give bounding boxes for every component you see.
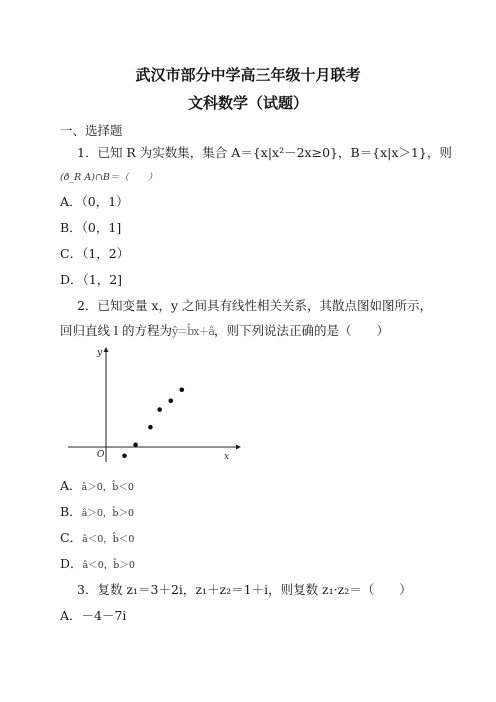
q3-option-a: A．－4－7i <box>60 608 127 623</box>
q2-option-b-letter: B． <box>60 504 82 519</box>
q2-option-d-expr: â＜0，b̂＞0 <box>82 560 135 571</box>
scatter-point-6 <box>180 388 185 393</box>
q2-stem-suffix: ，则下列说法正确的是（ ） <box>213 323 389 338</box>
origin-label: O <box>97 450 105 460</box>
q2-option-a-letter: A． <box>60 478 82 493</box>
q1-stem: 1．已知 R 为实数集，集合 A＝{x|x²－2x≥0}，B＝{x|x＞1}，则 <box>77 145 452 160</box>
q2-option-c-expr: â＜0，b̂＜0 <box>82 534 135 545</box>
q1-option-d: D．（1，2] <box>60 272 123 287</box>
q2-option-b <box>60 504 134 522</box>
q2-option-a <box>60 478 134 496</box>
q1-option-a: A．（0，1） <box>60 194 129 209</box>
q2-regression-formula: ŷ＝b̂x＋â <box>171 325 214 338</box>
exam-subtitle: 文科数学（试题） <box>187 94 308 112</box>
scatter-points <box>122 388 184 459</box>
section-heading: 一、选择题 <box>60 123 123 138</box>
exam-title: 武汉市部分中学高三年级十月联考 <box>135 66 361 84</box>
y-axis-arrow <box>104 347 109 352</box>
q2-option-b-expr: â＞0，b̂＞0 <box>81 508 135 519</box>
q2-option-d <box>60 556 135 574</box>
q2-option-c <box>60 530 134 548</box>
q2-option-a-expr: â＞0，b̂＜0 <box>81 482 134 493</box>
q1-option-b: B．（0，1] <box>60 220 122 235</box>
scatter-point-1 <box>122 454 127 459</box>
scatter-point-3 <box>148 425 153 430</box>
scatter-point-2 <box>133 443 138 448</box>
q1-formula-text: (ð_R A)∩B＝（ ） <box>60 172 158 183</box>
q2-option-c-letter: C． <box>60 530 83 545</box>
q2-option-d-letter: D． <box>60 556 83 571</box>
y-axis-label: y <box>97 348 103 358</box>
q2-stem: 2．已知变量 x，y 之间具有线性相关关系，其散点图如图所示， <box>77 298 433 313</box>
q1-formula <box>60 168 157 186</box>
scatter-point-4 <box>157 407 162 412</box>
x-axis-arrow <box>236 445 241 450</box>
q2-stem-prefix: 回归直线 l 的方程为 <box>60 323 172 338</box>
q3-stem: 3．复数 z₁＝3＋2i，z₁＋z₂＝1＋i，则复数 z₁·z₂＝（ ） <box>77 582 412 597</box>
scatter-plot <box>66 344 242 464</box>
x-axis-label: x <box>224 452 230 462</box>
q2-stem-line2 <box>60 323 389 340</box>
scatter-point-5 <box>169 399 174 404</box>
q1-option-c: C．（1，2） <box>60 246 130 261</box>
